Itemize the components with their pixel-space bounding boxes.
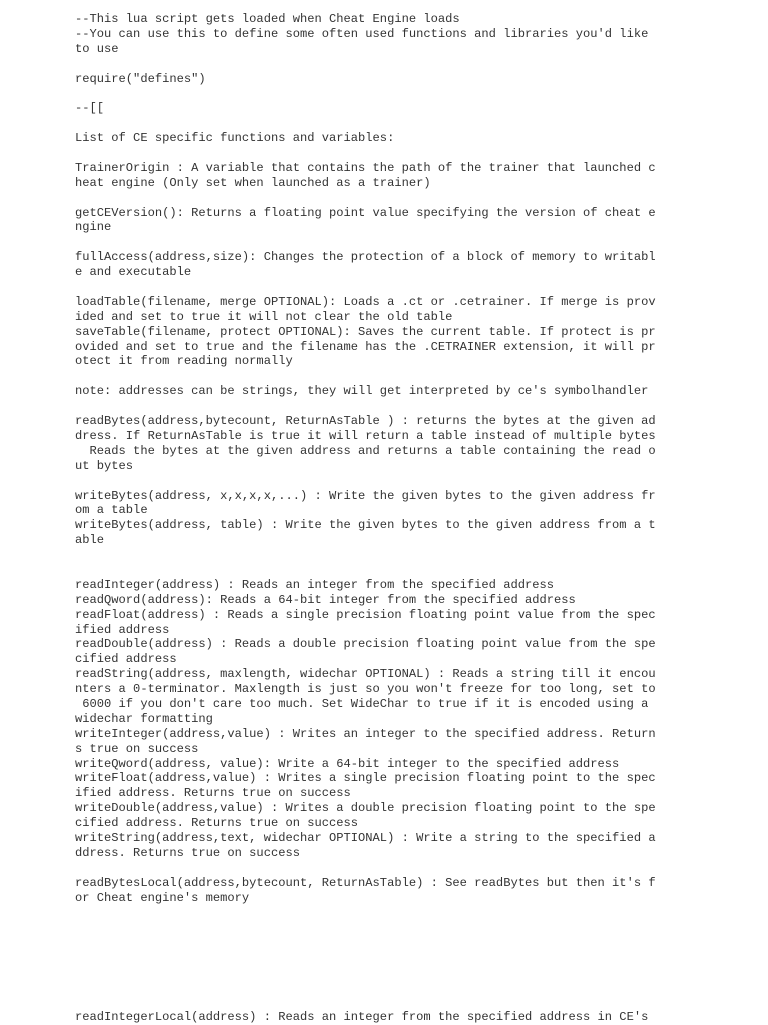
doc-line: Reads the bytes at the given address and returns a table containing the read o bbox=[75, 443, 656, 458]
doc-line: readString(address, maxlength, widechar OPTIONAL) : Reads a string till it encou bbox=[75, 667, 656, 682]
doc-line: ified address. Returns true on success bbox=[75, 786, 351, 801]
doc-line: ified address bbox=[75, 622, 170, 637]
doc-line: saveTable(filename, protect OPTIONAL): Saves the current table. If protect is pr bbox=[75, 324, 656, 339]
doc-line: readBytesLocal(address,bytecount, ReturnAsTable) : See readBytes but then it's f bbox=[75, 875, 656, 890]
doc-line: cified address. Returns true on success bbox=[75, 816, 359, 831]
doc-line: ut bytes bbox=[75, 458, 134, 473]
doc-line: writeFloat(address,value) : Writes a single precision floating point to the spec bbox=[75, 771, 656, 786]
doc-line: writeBytes(address, table) : Write the given bytes to the given address from a t bbox=[75, 518, 656, 533]
doc-line: fullAccess(address,size): Changes the protection of a block of memory to writabl bbox=[75, 250, 656, 265]
doc-line: ddress. Returns true on success bbox=[75, 845, 300, 860]
doc-line: note: addresses can be strings, they will get interpreted by ce's symbolhandler bbox=[75, 384, 649, 399]
section-heading: List of CE specific functions and variables: bbox=[75, 131, 395, 146]
doc-line: writeQword(address, value): Write a 64-bit integer to the specified address bbox=[75, 756, 620, 771]
doc-line: loadTable(filename, merge OPTIONAL): Loads a .ct or .cetrainer. If merge is prov bbox=[75, 294, 656, 309]
doc-line: readIntegerLocal(address) : Reads an integer from the specified address in CE's bbox=[75, 1009, 649, 1024]
comment-line: --You can use this to define some often used functions and libraries you'd like bbox=[75, 26, 649, 41]
script-document bbox=[75, 12, 675, 1025]
doc-line: cified address bbox=[75, 652, 177, 667]
doc-line: getCEVersion(): Returns a floating point value specifying the version of cheat e bbox=[75, 205, 656, 220]
doc-line: dress. If ReturnAsTable is true it will return a table instead of multiple bytes bbox=[75, 428, 656, 443]
doc-line: heat engine (Only set when launched as a trainer) bbox=[75, 175, 431, 190]
doc-line: TrainerOrigin : A variable that contains the path of the trainer that launched c bbox=[75, 160, 656, 175]
doc-line: ovided and set to true and the filename has the .CETRAINER extension, it will pr bbox=[75, 339, 656, 354]
block-comment-open: --[[ bbox=[75, 101, 105, 116]
doc-line: e and executable bbox=[75, 265, 192, 280]
doc-line: writeString(address,text, widechar OPTIONAL) : Write a string to the specified a bbox=[75, 830, 656, 845]
doc-line: writeInteger(address,value) : Writes an integer to the specified address. Return bbox=[75, 726, 656, 741]
doc-line: readBytes(address,bytecount, ReturnAsTable ) : returns the bytes at the given ad bbox=[75, 414, 656, 429]
doc-line: otect it from reading normally bbox=[75, 354, 293, 369]
doc-line: or Cheat engine's memory bbox=[75, 890, 250, 905]
doc-line: nters a 0-terminator. Maxlength is just so you won't freeze for too long, set to bbox=[75, 682, 656, 697]
doc-line: om a table bbox=[75, 503, 148, 518]
doc-line: writeDouble(address,value) : Writes a double precision floating point to the spe bbox=[75, 801, 656, 816]
doc-line: readFloat(address) : Reads a single precision floating point value from the spec bbox=[75, 607, 656, 622]
doc-line: ided and set to true it will not clear the old table bbox=[75, 309, 453, 324]
comment-line: --This lua script gets loaded when Cheat Engine loads bbox=[75, 12, 460, 26]
doc-line: readDouble(address) : Reads a double precision floating point value from the spe bbox=[75, 637, 656, 652]
doc-line: 6000 if you don't care too much. Set WideChar to true if it is encoded using a bbox=[75, 696, 649, 711]
doc-line: ngine bbox=[75, 220, 112, 235]
doc-line: readQword(address): Reads a 64-bit integer from the specified address bbox=[75, 592, 576, 607]
comment-line: to use bbox=[75, 41, 119, 56]
doc-line: s true on success bbox=[75, 741, 199, 756]
doc-line: readInteger(address) : Reads an integer from the specified address bbox=[75, 577, 554, 592]
doc-line: writeBytes(address, x,x,x,x,...) : Write the given bytes to the given address fr bbox=[75, 488, 656, 503]
require-statement: require("defines") bbox=[75, 71, 206, 86]
doc-line: widechar formatting bbox=[75, 711, 213, 726]
doc-line: able bbox=[75, 533, 105, 548]
